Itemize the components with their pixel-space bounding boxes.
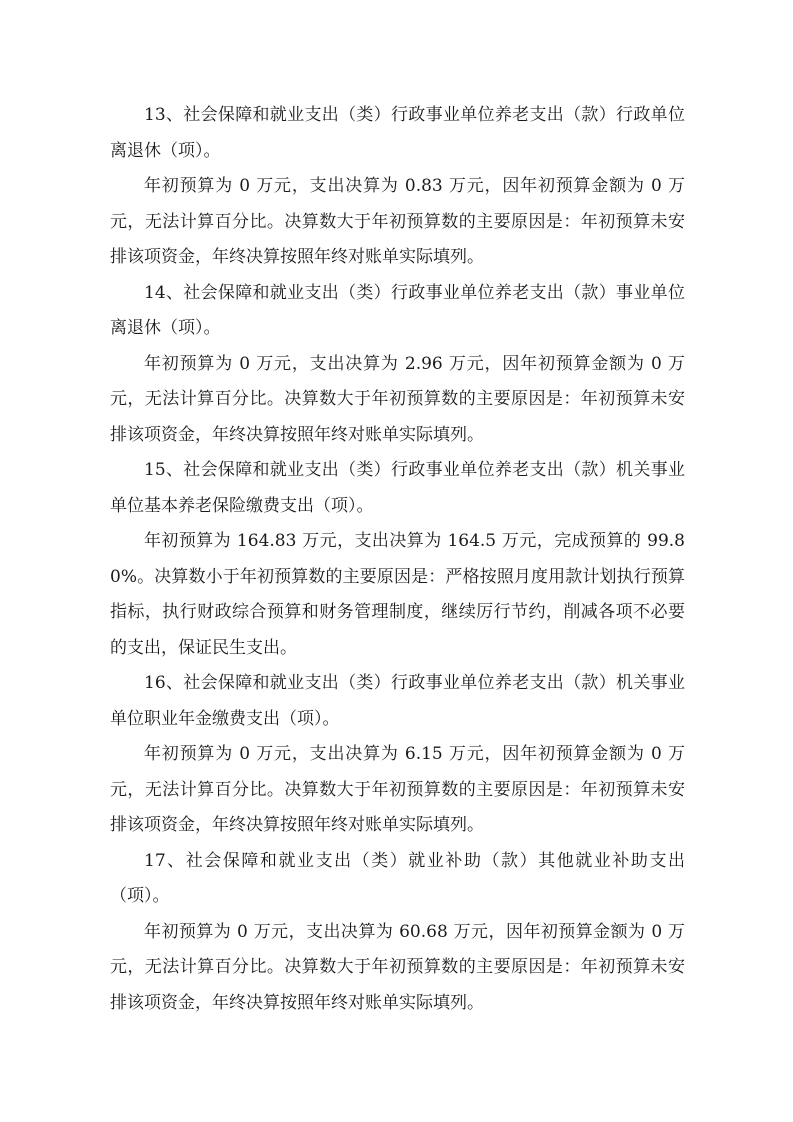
section-heading-13: 13、社会保障和就业支出（类）行政事业单位养老支出（款）行政单位离退休（项）。 <box>110 105 685 161</box>
section-body-17: 年初预算为 0 万元，支出决算为 60.68 万元，因年初预算金额为 0 万元，无法计算百分比。决算数大于年初预算数的主要原因是：年初预算未安排该项资金，年终决算按照年终对账单实际填列。 <box>110 921 685 1013</box>
section-body-16: 年初预算为 0 万元，支出决算为 6.15 万元，因年初预算金额为 0 万元，无法计算百分比。决算数大于年初预算数的主要原因是：年初预算未安排该项资金，年终决算按照年终对账单实际填列。 <box>110 744 685 835</box>
document-body <box>110 98 685 1021</box>
section-heading-14: 14、社会保障和就业支出（类）行政事业单位养老支出（款）事业单位离退休（项）。 <box>110 282 685 338</box>
section-heading-15: 15、社会保障和就业支出（类）行政事业单位养老支出（款）机关事业单位基本养老保险缴费支出（项）。 <box>110 460 685 516</box>
section-body-14: 年初预算为 0 万元，支出决算为 2.96 万元，因年初预算金额为 0 万元，无法计算百分比。决算数大于年初预算数的主要原因是：年初预算未安排该项资金，年终决算按照年终对账单实际填列。 <box>110 353 685 445</box>
section-body-15: 年初预算为 164.83 万元，支出决算为 164.5 万元，完成预算的 99.80%。决算数小于年初预算数的主要原因是：严格按照月度用款计划执行预算指标，执行财政综合预算和财务管理制度，继续厉行节约，削减各项不必要的支出，保证民生支出。 <box>110 531 685 658</box>
section-heading-17: 17、社会保障和就业支出（类）就业补助（款）其他就业补助支出（项）。 <box>110 850 685 906</box>
section-body-13: 年初预算为 0 万元，支出决算为 0.83 万元，因年初预算金额为 0 万元，无法计算百分比。决算数大于年初预算数的主要原因是：年初预算未安排该项资金，年终决算按照年终对账单实际填列。 <box>110 176 685 267</box>
section-heading-16: 16、社会保障和就业支出（类）行政事业单位养老支出（款）机关事业单位职业年金缴费支出（项）。 <box>110 673 685 729</box>
